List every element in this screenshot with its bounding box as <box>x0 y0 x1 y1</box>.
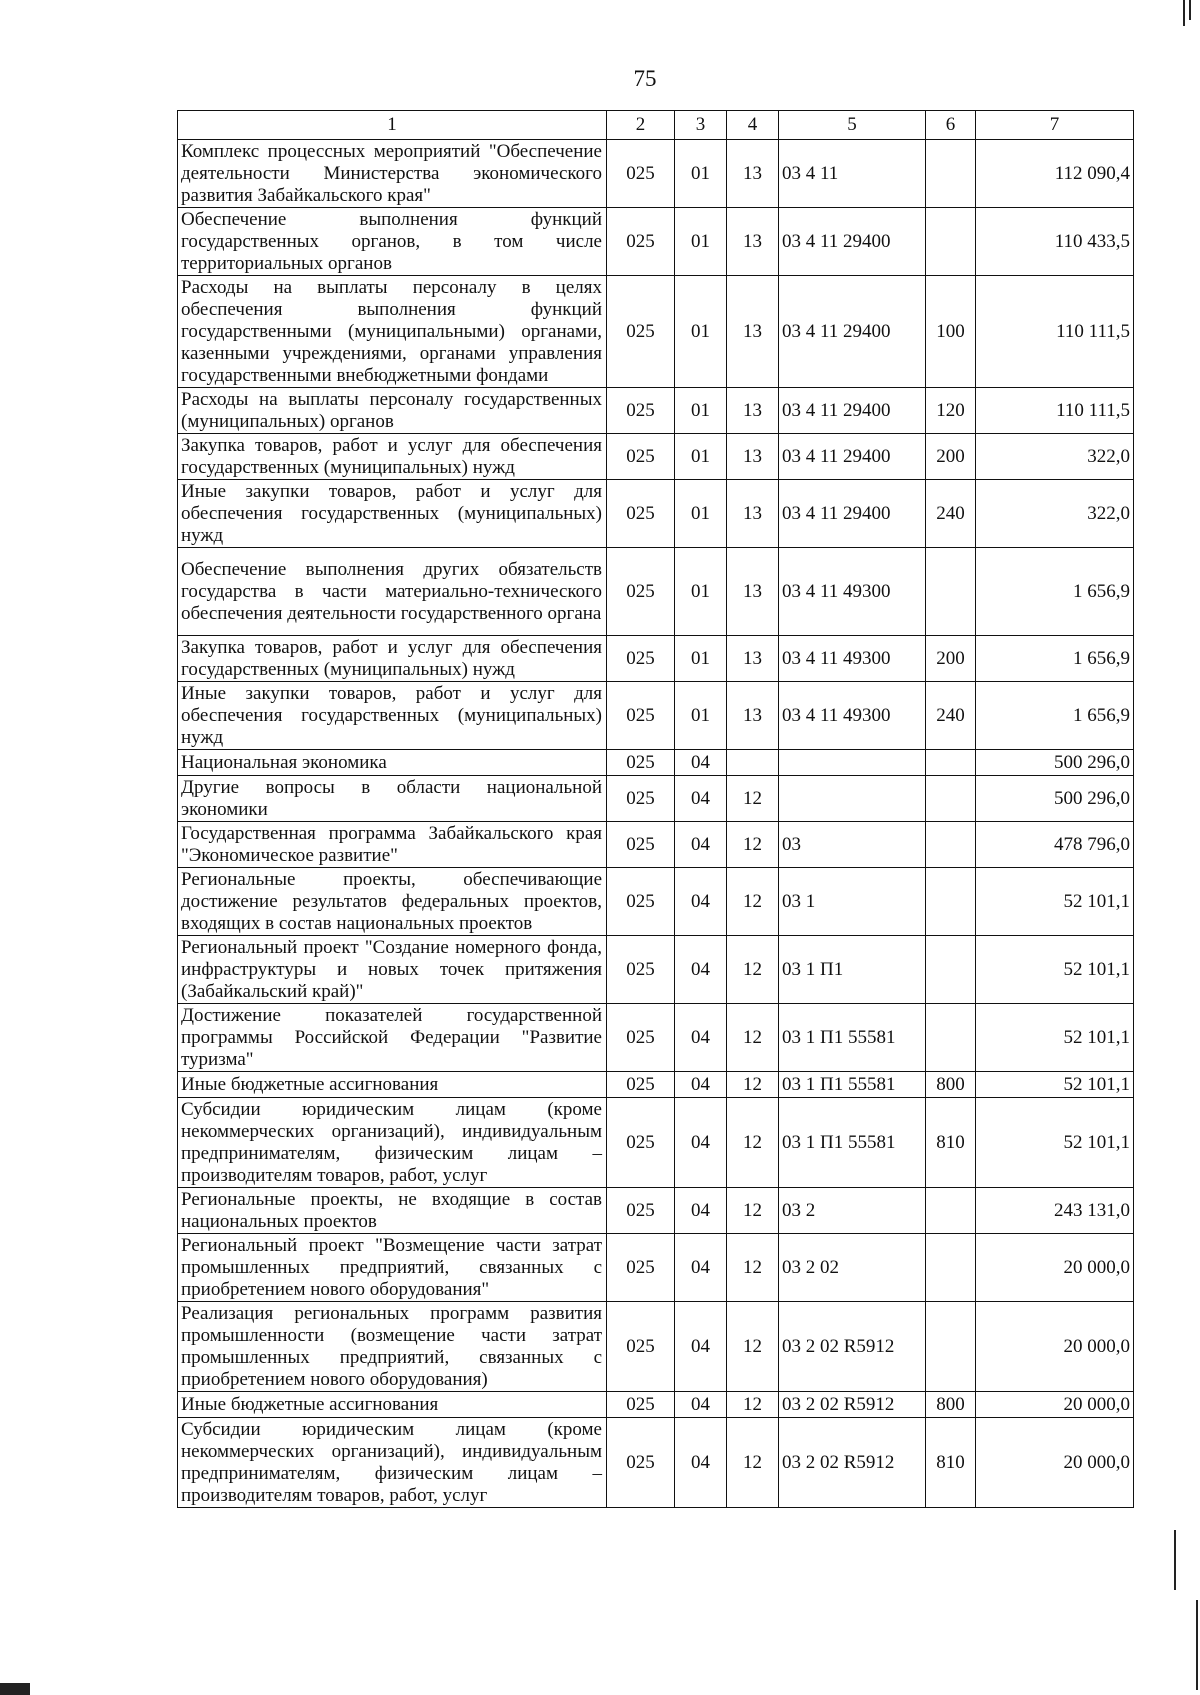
row-target-article-cell <box>779 750 926 776</box>
table-header-row <box>178 111 1134 140</box>
row-subsection-cell: 13 <box>727 388 779 434</box>
table-row <box>178 434 1134 480</box>
row-name-cell: Субсидии юридическим лицам (кроме некоммерческих организаций), индивидуальным предпринимателям, физическим лицам – производителям товаров, работ, услуг <box>178 1098 607 1188</box>
row-amount-cell: 110 111,5 <box>976 388 1134 434</box>
row-target-article-cell: 03 2 02 <box>779 1234 926 1302</box>
row-target-article-cell: 03 4 11 49300 <box>779 548 926 636</box>
row-name-cell: Реализация региональных программ развития промышленности (возмещение части затрат промышленных предприятий, связанных с приобретением нового оборудования) <box>178 1302 607 1392</box>
table-row <box>178 776 1134 822</box>
row-name-cell: Иные закупки товаров, работ и услуг для обеспечения государственных (муниципальных) нужд <box>178 682 607 750</box>
row-admin-code-cell: 025 <box>607 480 675 548</box>
row-section-cell: 01 <box>675 140 727 208</box>
row-amount-cell: 110 433,5 <box>976 208 1134 276</box>
row-subsection-cell: 12 <box>727 1392 779 1418</box>
table-row <box>178 822 1134 868</box>
row-name-cell: Другие вопросы в области национальной экономики <box>178 776 607 822</box>
row-expense-type-cell <box>926 1004 976 1072</box>
row-amount-cell: 243 131,0 <box>976 1188 1134 1234</box>
page-number: 75 <box>633 66 657 91</box>
header-col-3: 3 <box>675 111 727 140</box>
row-amount-cell: 322,0 <box>976 434 1134 480</box>
row-admin-code-cell: 025 <box>607 548 675 636</box>
row-target-article-cell: 03 1 П1 55581 <box>779 1004 926 1072</box>
row-section-cell: 04 <box>675 1004 727 1072</box>
row-section-cell: 04 <box>675 1072 727 1098</box>
table-row <box>178 1098 1134 1188</box>
row-amount-cell: 1 656,9 <box>976 548 1134 636</box>
row-subsection-cell: 12 <box>727 822 779 868</box>
row-subsection-cell: 12 <box>727 1004 779 1072</box>
row-expense-type-cell <box>926 1302 976 1392</box>
row-section-cell: 04 <box>675 868 727 936</box>
row-subsection-cell: 12 <box>727 868 779 936</box>
row-subsection-cell: 13 <box>727 434 779 480</box>
row-admin-code-cell: 025 <box>607 1418 675 1508</box>
row-name-cell: Региональные проекты, не входящие в состав национальных проектов <box>178 1188 607 1234</box>
row-amount-cell: 20 000,0 <box>976 1302 1134 1392</box>
row-subsection-cell: 12 <box>727 1098 779 1188</box>
header-col-6: 6 <box>926 111 976 140</box>
scan-edge-mark <box>0 1683 30 1695</box>
row-name-cell: Региональные проекты, обеспечивающие достижение результатов федеральных проектов, входящих в состав национальных проектов <box>178 868 607 936</box>
row-subsection-cell: 13 <box>727 682 779 750</box>
row-expense-type-cell <box>926 140 976 208</box>
row-amount-cell: 52 101,1 <box>976 1098 1134 1188</box>
row-section-cell: 04 <box>675 1302 727 1392</box>
row-amount-cell: 500 296,0 <box>976 750 1134 776</box>
table-row <box>178 480 1134 548</box>
row-subsection-cell: 12 <box>727 1188 779 1234</box>
row-subsection-cell: 13 <box>727 208 779 276</box>
row-section-cell: 01 <box>675 276 727 388</box>
row-admin-code-cell: 025 <box>607 1188 675 1234</box>
row-expense-type-cell: 100 <box>926 276 976 388</box>
table-row <box>178 140 1134 208</box>
row-admin-code-cell: 025 <box>607 868 675 936</box>
row-section-cell: 04 <box>675 1418 727 1508</box>
row-name-cell: Государственная программа Забайкальского края "Экономическое развитие" <box>178 822 607 868</box>
row-subsection-cell: 13 <box>727 276 779 388</box>
table-row <box>178 1418 1134 1508</box>
row-expense-type-cell: 240 <box>926 682 976 750</box>
table-row <box>178 936 1134 1004</box>
row-name-cell: Национальная экономика <box>178 750 607 776</box>
row-expense-type-cell: 240 <box>926 480 976 548</box>
row-amount-cell: 322,0 <box>976 480 1134 548</box>
row-name-cell: Закупка товаров, работ и услуг для обеспечения государственных (муниципальных) нужд <box>178 434 607 480</box>
row-name-cell: Закупка товаров, работ и услуг для обеспечения государственных (муниципальных) нужд <box>178 636 607 682</box>
row-expense-type-cell: 200 <box>926 434 976 480</box>
row-amount-cell: 20 000,0 <box>976 1392 1134 1418</box>
row-amount-cell: 1 656,9 <box>976 682 1134 750</box>
row-target-article-cell: 03 1 П1 55581 <box>779 1098 926 1188</box>
row-amount-cell: 52 101,1 <box>976 1072 1134 1098</box>
header-col-7: 7 <box>976 111 1134 140</box>
row-subsection-cell: 12 <box>727 1234 779 1302</box>
row-amount-cell: 20 000,0 <box>976 1418 1134 1508</box>
row-admin-code-cell: 025 <box>607 276 675 388</box>
row-target-article-cell: 03 1 П1 55581 <box>779 1072 926 1098</box>
row-subsection-cell <box>727 750 779 776</box>
row-target-article-cell: 03 4 11 29400 <box>779 388 926 434</box>
row-amount-cell: 1 656,9 <box>976 636 1134 682</box>
table-row <box>178 548 1134 636</box>
row-amount-cell: 52 101,1 <box>976 868 1134 936</box>
row-expense-type-cell: 810 <box>926 1098 976 1188</box>
row-admin-code-cell: 025 <box>607 682 675 750</box>
row-target-article-cell: 03 4 11 49300 <box>779 636 926 682</box>
row-name-cell: Региональный проект "Создание номерного фонда, инфраструктуры и новых точек притяжения (Забайкальский край)" <box>178 936 607 1004</box>
row-admin-code-cell: 025 <box>607 776 675 822</box>
table-row <box>178 1072 1134 1098</box>
row-name-cell: Достижение показателей государственной программы Российской Федерации "Развитие туризма" <box>178 1004 607 1072</box>
row-target-article-cell: 03 4 11 <box>779 140 926 208</box>
row-name-cell: Иные бюджетные ассигнования <box>178 1392 607 1418</box>
table-row <box>178 208 1134 276</box>
row-section-cell: 04 <box>675 936 727 1004</box>
row-amount-cell: 52 101,1 <box>976 936 1134 1004</box>
table-row <box>178 1188 1134 1234</box>
row-target-article-cell: 03 4 11 29400 <box>779 480 926 548</box>
row-admin-code-cell: 025 <box>607 388 675 434</box>
row-target-article-cell: 03 2 <box>779 1188 926 1234</box>
row-target-article-cell: 03 2 02 R5912 <box>779 1418 926 1508</box>
table-row <box>178 1302 1134 1392</box>
row-admin-code-cell: 025 <box>607 1072 675 1098</box>
row-expense-type-cell: 200 <box>926 636 976 682</box>
row-subsection-cell: 13 <box>727 140 779 208</box>
row-expense-type-cell <box>926 208 976 276</box>
row-admin-code-cell: 025 <box>607 1392 675 1418</box>
row-amount-cell: 52 101,1 <box>976 1004 1134 1072</box>
row-section-cell: 01 <box>675 636 727 682</box>
row-admin-code-cell: 025 <box>607 1098 675 1188</box>
row-admin-code-cell: 025 <box>607 434 675 480</box>
row-section-cell: 01 <box>675 388 727 434</box>
row-expense-type-cell <box>926 868 976 936</box>
row-name-cell: Расходы на выплаты персоналу в целях обеспечения выполнения функций государственными (муниципальными) органами, казенными учреждениями, органами управления государственными внебюджетными фондами <box>178 276 607 388</box>
row-target-article-cell: 03 4 11 49300 <box>779 682 926 750</box>
row-expense-type-cell <box>926 822 976 868</box>
row-section-cell: 04 <box>675 776 727 822</box>
row-target-article-cell: 03 1 П1 <box>779 936 926 1004</box>
row-target-article-cell: 03 <box>779 822 926 868</box>
row-name-cell: Иные бюджетные ассигнования <box>178 1072 607 1098</box>
row-admin-code-cell: 025 <box>607 822 675 868</box>
row-subsection-cell: 12 <box>727 1418 779 1508</box>
row-admin-code-cell: 025 <box>607 936 675 1004</box>
row-expense-type-cell <box>926 750 976 776</box>
row-name-cell: Субсидии юридическим лицам (кроме некоммерческих организаций), индивидуальным предпринимателям, физическим лицам – производителям товаров, работ, услуг <box>178 1418 607 1508</box>
row-expense-type-cell: 800 <box>926 1072 976 1098</box>
row-subsection-cell: 13 <box>727 636 779 682</box>
row-section-cell: 01 <box>675 434 727 480</box>
row-target-article-cell: 03 4 11 29400 <box>779 208 926 276</box>
header-col-4: 4 <box>727 111 779 140</box>
row-section-cell: 04 <box>675 1392 727 1418</box>
row-admin-code-cell: 025 <box>607 140 675 208</box>
row-name-cell: Расходы на выплаты персоналу государственных (муниципальных) органов <box>178 388 607 434</box>
row-name-cell: Обеспечение выполнения других обязательств государства в части материально-технического обеспечения деятельности государственного органа <box>178 548 607 636</box>
row-expense-type-cell: 810 <box>926 1418 976 1508</box>
row-admin-code-cell: 025 <box>607 636 675 682</box>
row-amount-cell: 20 000,0 <box>976 1234 1134 1302</box>
row-target-article-cell: 03 2 02 R5912 <box>779 1302 926 1392</box>
row-section-cell: 01 <box>675 682 727 750</box>
row-subsection-cell: 13 <box>727 480 779 548</box>
row-target-article-cell: 03 4 11 29400 <box>779 276 926 388</box>
row-expense-type-cell: 800 <box>926 1392 976 1418</box>
row-amount-cell: 500 296,0 <box>976 776 1134 822</box>
row-section-cell: 04 <box>675 1188 727 1234</box>
header-col-1: 1 <box>178 111 607 140</box>
row-admin-code-cell: 025 <box>607 1004 675 1072</box>
row-admin-code-cell: 025 <box>607 208 675 276</box>
row-admin-code-cell: 025 <box>607 1234 675 1302</box>
table-row <box>178 1004 1134 1072</box>
row-expense-type-cell <box>926 776 976 822</box>
row-name-cell: Иные закупки товаров, работ и услуг для обеспечения государственных (муниципальных) нужд <box>178 480 607 548</box>
header-col-5: 5 <box>779 111 926 140</box>
scan-edge-mark <box>1196 1600 1198 1690</box>
row-amount-cell: 478 796,0 <box>976 822 1134 868</box>
table-row <box>178 682 1134 750</box>
row-section-cell: 04 <box>675 822 727 868</box>
row-expense-type-cell <box>926 936 976 1004</box>
row-name-cell: Обеспечение выполнения функций государственных органов, в том числе территориальных органов <box>178 208 607 276</box>
row-expense-type-cell <box>926 1188 976 1234</box>
row-section-cell: 04 <box>675 1234 727 1302</box>
row-subsection-cell: 13 <box>727 548 779 636</box>
scan-edge-mark <box>1183 0 1185 26</box>
row-section-cell: 04 <box>675 1098 727 1188</box>
scan-edge-mark <box>1174 1530 1176 1590</box>
row-subsection-cell: 12 <box>727 1302 779 1392</box>
row-expense-type-cell <box>926 548 976 636</box>
row-name-cell: Комплекс процессных мероприятий "Обеспечение деятельности Министерства экономического развития Забайкальского края" <box>178 140 607 208</box>
row-amount-cell: 110 111,5 <box>976 276 1134 388</box>
row-name-cell: Региональный проект "Возмещение части затрат промышленных предприятий, связанных с приобретением нового оборудования" <box>178 1234 607 1302</box>
budget-table <box>177 110 1134 1508</box>
row-section-cell: 04 <box>675 750 727 776</box>
table-row <box>178 750 1134 776</box>
table-row <box>178 868 1134 936</box>
table-row <box>178 636 1134 682</box>
table-row <box>178 276 1134 388</box>
header-col-2: 2 <box>607 111 675 140</box>
row-target-article-cell: 03 1 <box>779 868 926 936</box>
row-target-article-cell: 03 4 11 29400 <box>779 434 926 480</box>
row-amount-cell: 112 090,4 <box>976 140 1134 208</box>
row-subsection-cell: 12 <box>727 936 779 1004</box>
row-subsection-cell: 12 <box>727 776 779 822</box>
row-subsection-cell: 12 <box>727 1072 779 1098</box>
row-admin-code-cell: 025 <box>607 750 675 776</box>
row-expense-type-cell <box>926 1234 976 1302</box>
table-row <box>178 1392 1134 1418</box>
row-target-article-cell <box>779 776 926 822</box>
table-body <box>178 140 1134 1508</box>
scan-edge-mark <box>1189 0 1191 20</box>
row-target-article-cell: 03 2 02 R5912 <box>779 1392 926 1418</box>
row-section-cell: 01 <box>675 208 727 276</box>
table-row <box>178 388 1134 434</box>
table-row <box>178 1234 1134 1302</box>
row-section-cell: 01 <box>675 548 727 636</box>
row-expense-type-cell: 120 <box>926 388 976 434</box>
row-admin-code-cell: 025 <box>607 1302 675 1392</box>
row-section-cell: 01 <box>675 480 727 548</box>
